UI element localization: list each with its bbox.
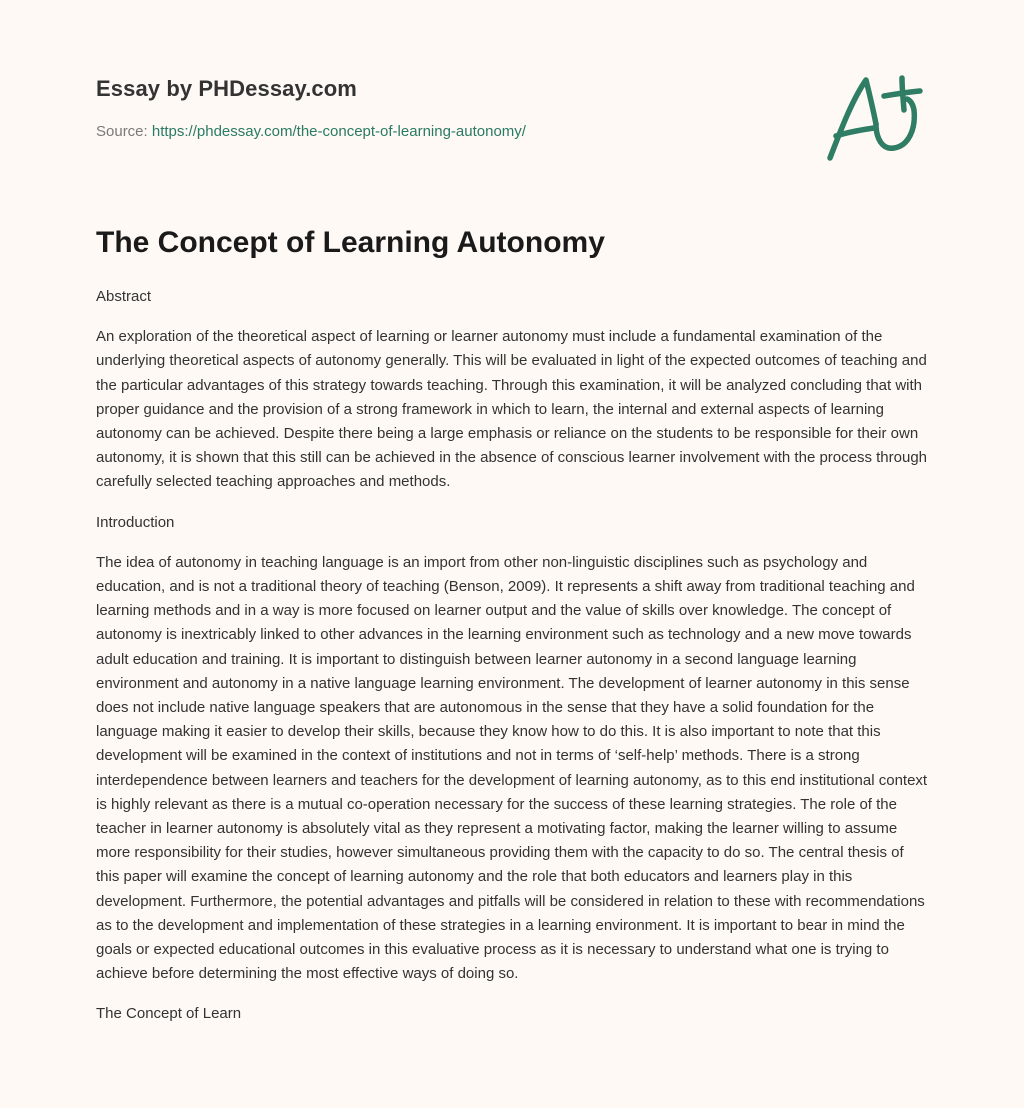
abstract-paragraph: An exploration of the theoretical aspect of learning or learner autonomy must include a fundamental examination of the underlying theoretical aspects of autonomy generally. This will be evaluated in light of the expected outcomes of teaching and the particular advantages of this strategy towards teaching. Through this examination, it will be analyzed concluding that with proper guidance and the provision of a strong framework in which to learn, the internal and external aspects of learning autonomy can be achieved. Despite there being a large emphasis or reliance on the students to be responsible for their own autonomy, it is shown that this still can be achieved in the absence of conscious learner involvement with the process through carefully selected teaching approaches and methods. xyxy=(96,328,928,491)
document-title: The Concept of Learning Autonomy xyxy=(96,226,605,259)
section-heading-abstract: Abstract xyxy=(96,288,152,305)
section-heading-introduction: Introduction xyxy=(96,513,175,531)
document-body xyxy=(96,285,930,1043)
source-label: Source: xyxy=(96,123,148,140)
section-heading-concept: The Concept of Learn xyxy=(96,1005,242,1023)
source-link[interactable]: https://phdessay.com/the-concept-of-learning-autonomy/ xyxy=(151,123,526,140)
a-plus-grade-icon xyxy=(822,66,932,166)
site-title: Essay by PHDessay.com xyxy=(96,76,357,101)
source-line xyxy=(96,123,526,140)
introduction-paragraph: The idea of autonomy in teaching language is an import from other non-linguistic disciplines such as psychology and education, and is not a traditional theory of teaching (Benson, 2009). It represents a shift away from traditional teaching and learning methods and in a way is more focused on learner output and the value of skills over knowledge. The concept of autonomy is inextricably linked to other advances in the learning environment such as technology and a new move towards adult education and training. It is important to distinguish between learner autonomy in a second language learning environment and autonomy in a native language learning environment. The development of learner autonomy in this sense does not include native language speakers that are autonomous in the sense that they have a solid foundation for the language making it easier to develop their skills, because they know how to do this. It is also important to note that this development will be examined in the context of institutions and not in terms of ‘self-help’ methods. There is a strong interdependence between learners and teachers for the development of learning autonomy, as to this end institutional context is highly relevant as there is a mutual co-operation necessary for the success of these learning strategies. The role of the teacher in learner autonomy is absolutely vital as they represent a motivating factor, making the learner willing to assume more responsibility for their studies, however simultaneous providing them with the capacity to do so. The central thesis of this paper will examine the concept of learning autonomy and the role that both educators and learners play in this development. Furthermore, the potential advantages and pitfalls will be considered in relation to these with recommendations as to the development and implementation of these strategies in a learning environment. It is important to bear in mind the goals or expected educational outcomes in this evaluative process as it is necessary to understand what one is trying to achieve before determining the most effective ways of doing so. xyxy=(96,553,928,983)
